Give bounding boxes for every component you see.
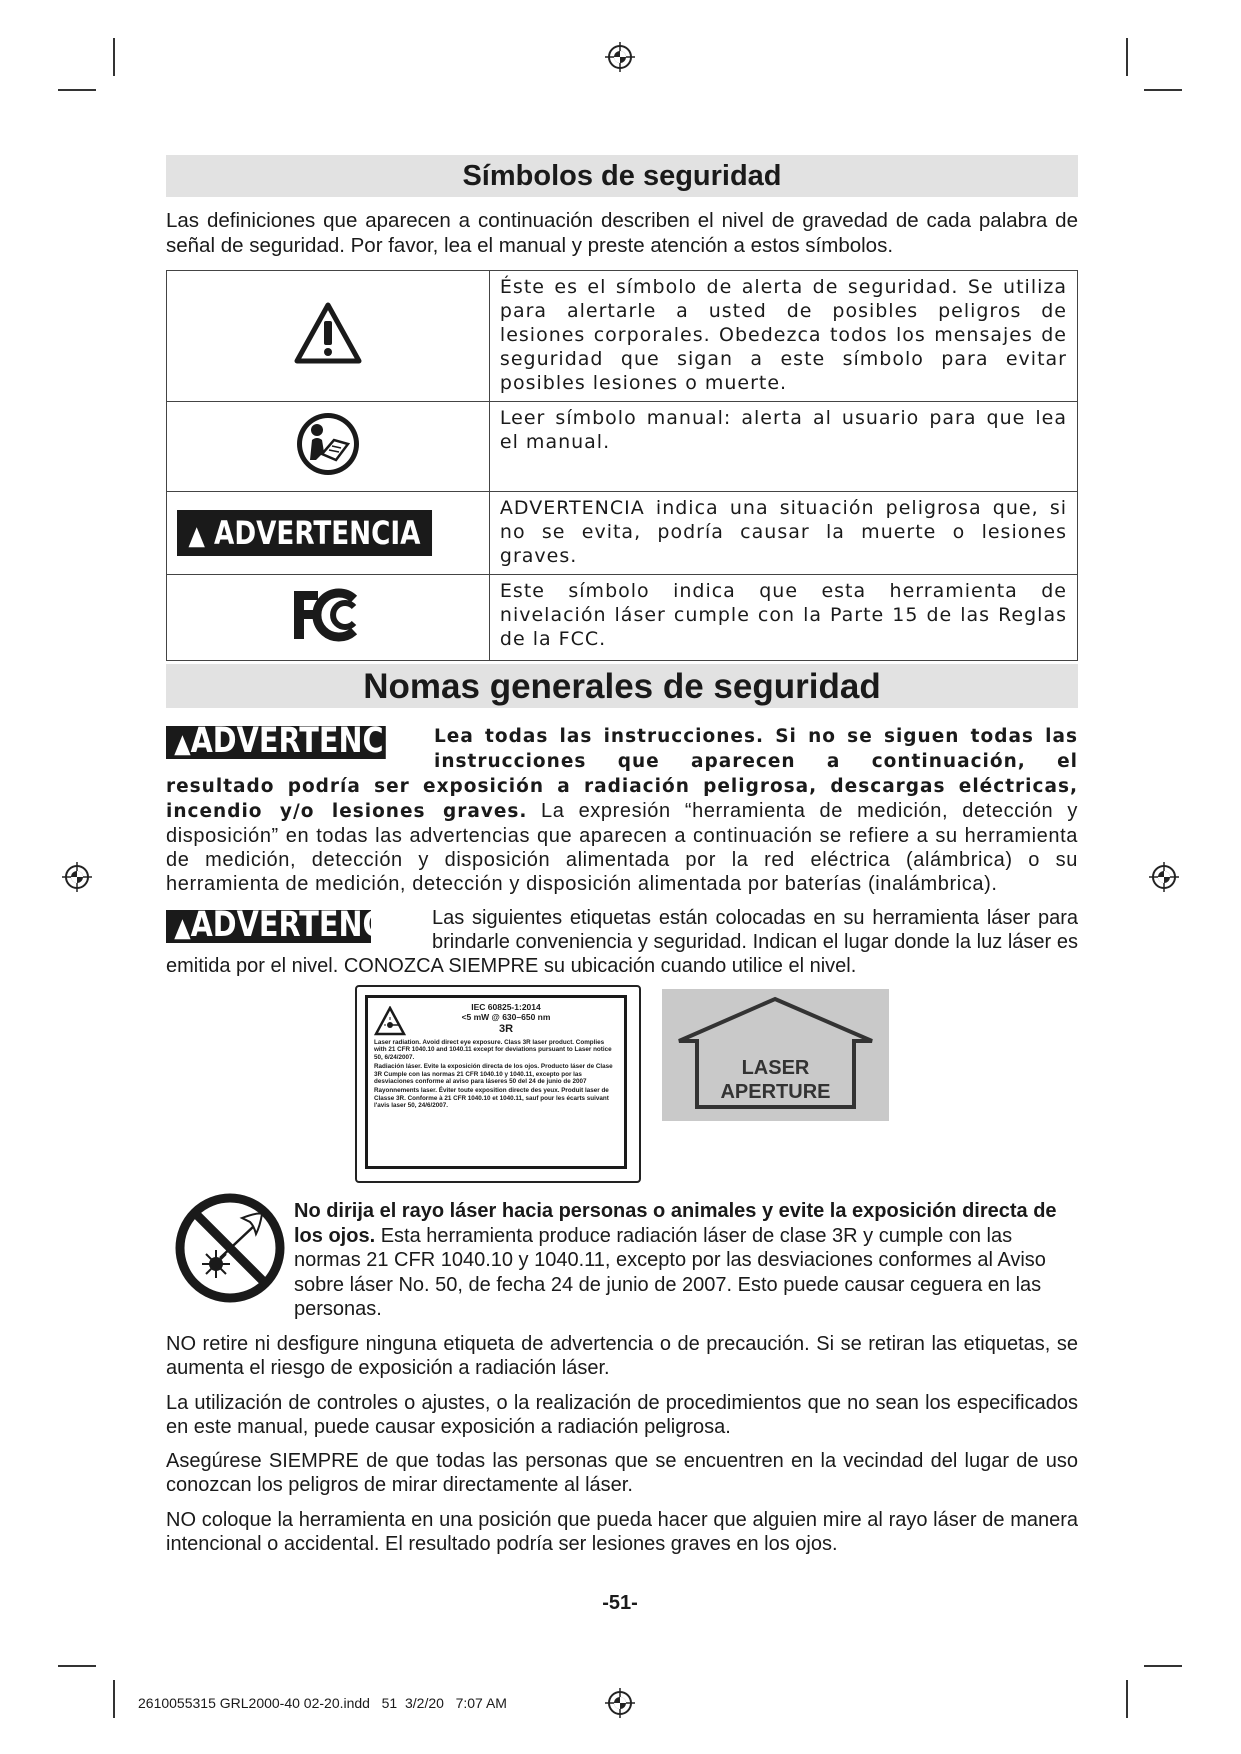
section-title-simbolos: Símbolos de seguridad bbox=[166, 155, 1078, 197]
page-number: -51- bbox=[602, 1592, 638, 1614]
laser-hazard-icon bbox=[374, 1006, 406, 1036]
warning-triangle-icon: ▲ bbox=[174, 913, 191, 943]
label-french-text: Rayonnements laser. Éviter toute exposition directe des yeux. Produit laser de Classe 3R. Conforme à 21 CFR 1040.10 et 1040.11, sauf pour les écarts suivant l'avis laser 50, 24/6/2007. bbox=[374, 1087, 609, 1110]
crop-mark bbox=[1144, 1665, 1182, 1667]
advertencia-label: ADVERTENCIA bbox=[190, 721, 417, 761]
no-eye-text: Esta herramienta produce radiación láser de clase 3R y cumple con las normas 21 CFR 1040.10 y 1040.11, excepto por las desviaciones conformes al Aviso sobre láser No. 50, de fecha 24 de junio de 2007. Esto puede causar ceguera en las personas. bbox=[294, 1224, 1046, 1320]
read-manual-icon bbox=[294, 410, 362, 478]
warning-triangle-icon: ▲ bbox=[174, 729, 191, 759]
symbol-row bbox=[167, 402, 1078, 492]
warning-bold-text: Lea todas las instrucciones. Si no se siguen todas las instrucciones que aparecen a continuación, el resultado podría ser exposición a radiación peligrosa, descargas eléctricas, incendio y/o lesiones graves. bbox=[166, 726, 1078, 822]
label-standard: IEC 60825-1:2014 bbox=[471, 1002, 541, 1012]
no-eye-warning bbox=[294, 1199, 1078, 1322]
print-footer: 2610055315 GRL2000-40 02-20.indd 51 3/2/20 7:07 AM bbox=[138, 1695, 507, 1711]
symbol-row bbox=[167, 575, 1078, 661]
symbol-description: Este símbolo indica que esta herramienta de nivelación láser cumple con la Parte 15 de las Reglas de la FCC. bbox=[489, 575, 1077, 661]
crop-mark bbox=[58, 89, 96, 91]
advertencia-badge bbox=[177, 510, 432, 556]
symbol-description: ADVERTENCIA indica una situación peligrosa que, si no se evita, podría causar la muerte o lesiones graves. bbox=[489, 492, 1077, 575]
registration-mark-icon bbox=[1149, 862, 1179, 892]
crop-mark bbox=[58, 1665, 96, 1667]
warning-text: La expresión “herramienta de medición, detección y disposición” en todas las advertencias que aparecen a continuación se refiere a su herramienta de medición, detección y disposición alimentada por la red eléctrica (alámbrica) o su herramienta de medición, detección y disposición alimentada por baterías (inalámbrica). bbox=[166, 800, 1079, 895]
safety-paragraph: La utilización de controles o ajustes, o la realización de procedimientos que no sean los especificados en este manual, puede causar exposición a radiación peligrosa. bbox=[166, 1392, 1078, 1438]
symbol-cell bbox=[167, 575, 490, 661]
laser-aperture-label bbox=[662, 989, 889, 1121]
label-class: 3R bbox=[498, 1023, 514, 1035]
warning-text: Las siguientes etiquetas están colocadas en su herramienta láser para brindarle conveniencia y seguridad. Indican el lugar donde la luz láser es emitida por el nivel. CONOZCA SIEMPRE su ubicación cuando utilice el nivel. bbox=[166, 907, 1078, 977]
safety-paragraph: Asegúrese SIEMPRE de que todas las personas que se encuentren en la vecindad del lugar de uso conozcan los peligros de mirar directamente al láser. bbox=[166, 1450, 1078, 1496]
advertencia-label: ADVERTENCIA bbox=[190, 905, 417, 945]
warning-triangle-icon: ▲ bbox=[188, 521, 205, 551]
advertencia-badge bbox=[166, 721, 417, 761]
no-eye-exposure-icon bbox=[174, 1192, 286, 1304]
registration-mark-icon bbox=[62, 862, 92, 892]
crop-mark bbox=[1126, 38, 1128, 76]
crop-mark bbox=[1126, 1680, 1128, 1718]
label-spanish-text: Radiación láser. Evite la exposición directa de los ojos. Producto láser de Clase 3R Cumple con las normas 21 CFR 1040.10 y 1040.11, excepto por las desviaciones conforme al aviso para láseres 50 del 24 de junio de 2007 bbox=[374, 1063, 613, 1086]
warning-block-2 bbox=[166, 906, 1078, 978]
registration-mark-icon bbox=[605, 42, 635, 72]
symbol-row bbox=[167, 271, 1078, 402]
symbol-description: Leer símbolo manual: alerta al usuario para que lea el manual. bbox=[489, 402, 1077, 492]
symbol-description: Éste es el símbolo de alerta de seguridad. Se utiliza para alertarle a usted de posibles peligros de lesiones corporales. Obedezca todos los mensajes de seguridad que sigan a este símbolo para evitar posibles lesiones o muerte. bbox=[489, 271, 1077, 402]
aperture-text-1: LASER bbox=[741, 1057, 810, 1079]
crop-mark bbox=[1144, 89, 1182, 91]
aperture-text-2: APERTURE bbox=[720, 1081, 831, 1103]
symbols-table bbox=[166, 270, 1078, 661]
symbol-cell bbox=[167, 402, 490, 492]
crop-mark bbox=[113, 38, 115, 76]
label-english-text: Laser radiation. Avoid direct eye exposure. Class 3R laser product. Complies with 21 CFR 1040.10 and 1040.11 except for deviations pursuant to Laser notice 50, 6/24/2007. bbox=[374, 1039, 612, 1061]
no-eye-bold-text: No dirija el rayo láser hacia personas o animales y evite la exposición directa de los ojos. bbox=[294, 1200, 1057, 1247]
laser-warning-label bbox=[355, 985, 641, 1183]
fcc-logo-icon bbox=[288, 585, 368, 645]
advertencia-label: ADVERTENCIA bbox=[214, 514, 421, 552]
crop-mark bbox=[113, 1680, 115, 1718]
symbol-cell bbox=[167, 271, 490, 402]
registration-mark-icon bbox=[605, 1688, 635, 1718]
symbol-row bbox=[167, 492, 1078, 575]
advertencia-badge bbox=[166, 905, 417, 945]
safety-alert-icon bbox=[293, 301, 363, 367]
safety-paragraph: NO retire ni desfigure ninguna etiqueta de advertencia o de precaución. Si se retiran las etiquetas, se aumenta el riesgo de exposición a radiación láser. bbox=[166, 1333, 1078, 1379]
warning-block-1 bbox=[166, 721, 1079, 896]
section-intro: Las definiciones que aparecen a continuación describen el nivel de gravedad de cada palabra de señal de seguridad. Por favor, lea el manual y preste atención a estos símbolos. bbox=[166, 209, 1078, 257]
label-power: <5 mW @ 630–650 nm bbox=[461, 1012, 551, 1022]
section-title-normas: Nomas generales de seguridad bbox=[166, 664, 1078, 708]
safety-paragraph: NO coloque la herramienta en una posición que pueda hacer que alguien mire al rayo láser de manera intencional o accidental. El resultado podría ser lesiones graves en los ojos. bbox=[166, 1509, 1078, 1555]
symbol-cell bbox=[167, 492, 490, 575]
